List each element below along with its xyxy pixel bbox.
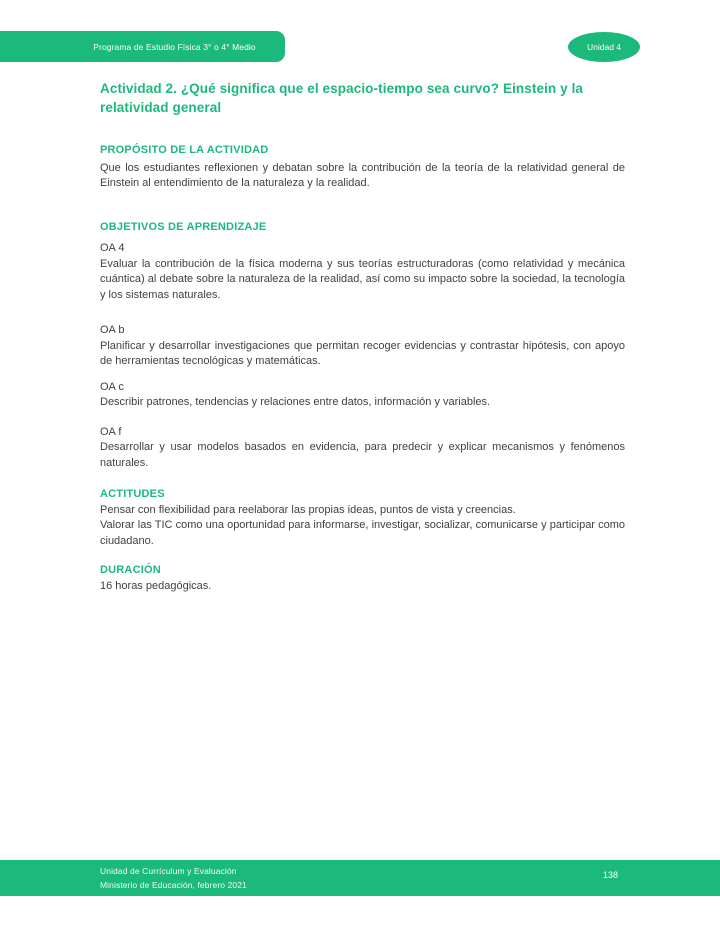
unit-badge-label: Unidad 4: [586, 42, 622, 52]
section-heading-duracion: DURACIÓN: [100, 564, 161, 576]
footer-bar: [0, 860, 720, 896]
unit-badge: [568, 32, 640, 62]
oa-text: Desarrollar y usar modelos basados en evidencia, para predecir y explicar mecanismos y fenómenos naturales.: [100, 441, 625, 469]
oa-item-f: [100, 425, 625, 472]
footer-line-1: Unidad de Currículum y Evaluación: [100, 866, 237, 876]
content-column: [100, 143, 625, 594]
oa-label: OA c: [100, 380, 124, 393]
activity-title: Actividad 2. ¿Qué significa que el espacio-tiempo sea curvo? Einstein y la relatividad general: [100, 81, 584, 115]
oa-text: Planificar y desarrollar investigaciones que permitan recoger evidencias y contrastar hipótesis, con apoyo de herramientas tecnológicas y matemáticas.: [100, 339, 625, 367]
program-label: Programa de Estudio Física 3° o 4° Medio: [93, 41, 256, 52]
oa-item-b: [100, 323, 625, 370]
proposito-body: Que los estudiantes reflexionen y debatan sobre la contribución de la teoría de la relatividad general de Einstein al entendimiento de la naturaleza y la realidad.: [100, 161, 625, 189]
oa-label: OA 4: [100, 242, 125, 254]
oa-label: OA f: [100, 425, 122, 438]
oa-label: OA b: [100, 324, 125, 336]
duracion-body: 16 horas pedagógicas.: [100, 579, 212, 592]
header-program-bar: [0, 31, 285, 62]
actitudes-paragraph-2: Valorar las TIC como una oportunidad para informarse, investigar, socializar, comunicarse y participar como ciudadano.: [100, 519, 625, 547]
section-heading-actitudes: ACTITUDES: [100, 488, 165, 500]
oa-item-c: [100, 380, 625, 411]
actitudes-paragraph-1: Pensar con flexibilidad para reelaborar las propias ideas, puntos de vista y creencias.: [100, 503, 516, 516]
oa-text: Evaluar la contribución de la física moderna y sus teorías estructuradoras (como relatividad y mecánica cuántica) al debate sobre la naturaleza de la realidad, así como su impacto sobre la sociedad, la tecnología y los sistemas naturales.: [100, 257, 625, 301]
section-heading-proposito: PROPÓSITO DE LA ACTIVIDAD: [100, 144, 269, 156]
footer-institution: [100, 864, 247, 892]
page-number: 138: [602, 870, 618, 880]
oa-item-4: [100, 241, 625, 303]
footer-line-2: Ministerio de Educación, febrero 2021: [100, 880, 247, 890]
oa-text: Describir patrones, tendencias y relaciones entre datos, información y variables.: [100, 396, 491, 408]
section-heading-objetivos: OBJETIVOS DE APRENDIZAJE: [100, 220, 267, 233]
